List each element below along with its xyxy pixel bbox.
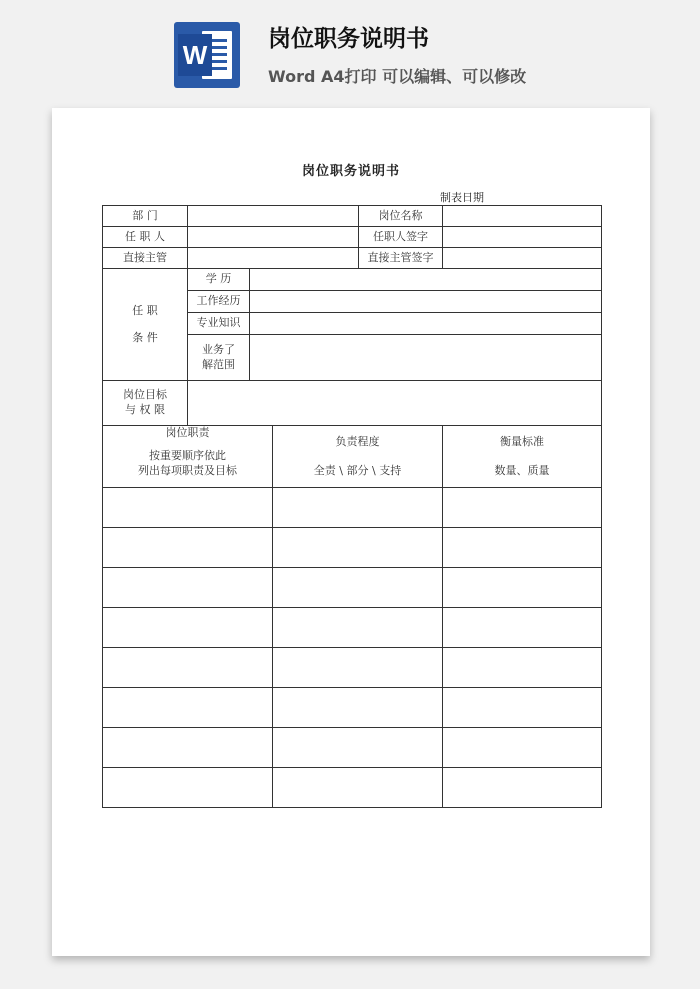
standard-cell[interactable] bbox=[443, 608, 602, 648]
duty-row bbox=[103, 768, 602, 808]
goals-label-line1: 岗位目标 bbox=[123, 388, 167, 402]
position-name-value[interactable] bbox=[443, 206, 602, 227]
goals-label bbox=[103, 381, 188, 426]
standard-cell[interactable] bbox=[443, 768, 602, 808]
responsibility-cell[interactable] bbox=[273, 648, 443, 688]
responsibility-cell[interactable] bbox=[273, 528, 443, 568]
standard-cell[interactable] bbox=[443, 568, 602, 608]
experience-value[interactable] bbox=[250, 291, 602, 313]
responsibility-cell[interactable] bbox=[273, 568, 443, 608]
responsibility-cell[interactable] bbox=[273, 488, 443, 528]
goals-label-line2: 与 权 限 bbox=[125, 403, 165, 416]
duty-row bbox=[103, 488, 602, 528]
duty-row bbox=[103, 648, 602, 688]
duty-row bbox=[103, 728, 602, 768]
standard-cell[interactable] bbox=[443, 648, 602, 688]
form-row-employee bbox=[103, 227, 602, 248]
duty-cell[interactable] bbox=[103, 688, 273, 728]
supervisor-signature-value[interactable] bbox=[443, 248, 602, 269]
duties-col3-note: 数量、质量 bbox=[494, 463, 550, 477]
job-description-form bbox=[102, 205, 602, 808]
date-label: 制表日期 bbox=[440, 191, 484, 204]
form-row-supervisor bbox=[103, 248, 602, 269]
duty-cell[interactable] bbox=[103, 488, 273, 528]
duties-col1-title: 岗位职责 bbox=[165, 426, 210, 439]
duties-col1-header bbox=[103, 426, 273, 488]
duties-col1-note2: 列出每项职责及目标 bbox=[138, 463, 237, 477]
employee-label: 任 职 人 bbox=[103, 227, 188, 248]
supervisor-value[interactable] bbox=[188, 248, 359, 269]
document-page bbox=[52, 108, 650, 956]
business-scope-line2: 解范围 bbox=[202, 357, 235, 371]
duties-col2-title: 负责程度 bbox=[335, 434, 380, 448]
position-name-label: 岗位名称 bbox=[359, 206, 443, 227]
duties-col2-header bbox=[273, 426, 443, 488]
duty-row bbox=[103, 528, 602, 568]
duties-col3-title: 衡量标准 bbox=[500, 434, 545, 448]
goals-value[interactable] bbox=[188, 381, 602, 426]
form-row-department bbox=[103, 206, 602, 227]
form-row-education bbox=[103, 269, 602, 291]
supervisor-label: 直接主管 bbox=[103, 248, 188, 269]
responsibility-cell[interactable] bbox=[273, 768, 443, 808]
supervisor-signature-label: 直接主管签字 bbox=[359, 248, 443, 269]
word-w-badge: W bbox=[178, 34, 212, 76]
qualification-label-line2: 条 件 bbox=[132, 330, 158, 344]
duty-row bbox=[103, 688, 602, 728]
duty-cell[interactable] bbox=[103, 728, 273, 768]
duties-col3-header bbox=[443, 426, 602, 488]
duty-row bbox=[103, 608, 602, 648]
department-label: 部 门 bbox=[103, 206, 188, 227]
responsibility-cell[interactable] bbox=[273, 728, 443, 768]
education-value[interactable] bbox=[250, 269, 602, 291]
experience-label: 工作经历 bbox=[188, 291, 250, 313]
duty-cell[interactable] bbox=[103, 528, 273, 568]
knowledge-label: 专业知识 bbox=[188, 313, 250, 335]
employee-signature-value[interactable] bbox=[443, 227, 602, 248]
form-row-goals bbox=[103, 381, 602, 426]
employee-signature-label: 任职人签字 bbox=[359, 227, 443, 248]
qualification-group-label bbox=[103, 269, 188, 381]
document-title: 岗位职务说明书 bbox=[301, 164, 400, 179]
header-subtitle: Word A4打印 可以编辑、可以修改 bbox=[268, 67, 527, 86]
business-scope-line1: 业务了 bbox=[202, 342, 235, 356]
standard-cell[interactable] bbox=[443, 688, 602, 728]
header-banner bbox=[0, 0, 700, 100]
education-label: 学 历 bbox=[188, 269, 250, 291]
standard-cell[interactable] bbox=[443, 488, 602, 528]
standard-cell[interactable] bbox=[443, 528, 602, 568]
business-scope-value[interactable] bbox=[250, 335, 602, 381]
duty-cell[interactable] bbox=[103, 648, 273, 688]
duties-col2-note: 全责 \ 部分 \ 支持 bbox=[313, 463, 402, 477]
responsibility-cell[interactable] bbox=[273, 608, 443, 648]
duty-row bbox=[103, 568, 602, 608]
duties-col1-note1: 按重要顺序依此 bbox=[149, 448, 226, 462]
responsibility-cell[interactable] bbox=[273, 688, 443, 728]
department-value[interactable] bbox=[188, 206, 359, 227]
word-icon bbox=[174, 22, 240, 88]
header-title: 岗位职务说明书 bbox=[268, 26, 429, 52]
qualification-label-line1: 任 职 bbox=[132, 303, 158, 317]
duty-cell[interactable] bbox=[103, 608, 273, 648]
standard-cell[interactable] bbox=[443, 728, 602, 768]
knowledge-value[interactable] bbox=[250, 313, 602, 335]
duty-cell[interactable] bbox=[103, 768, 273, 808]
duty-cell[interactable] bbox=[103, 568, 273, 608]
employee-value[interactable] bbox=[188, 227, 359, 248]
duties-header-row bbox=[103, 426, 602, 488]
business-scope-label bbox=[188, 335, 250, 381]
